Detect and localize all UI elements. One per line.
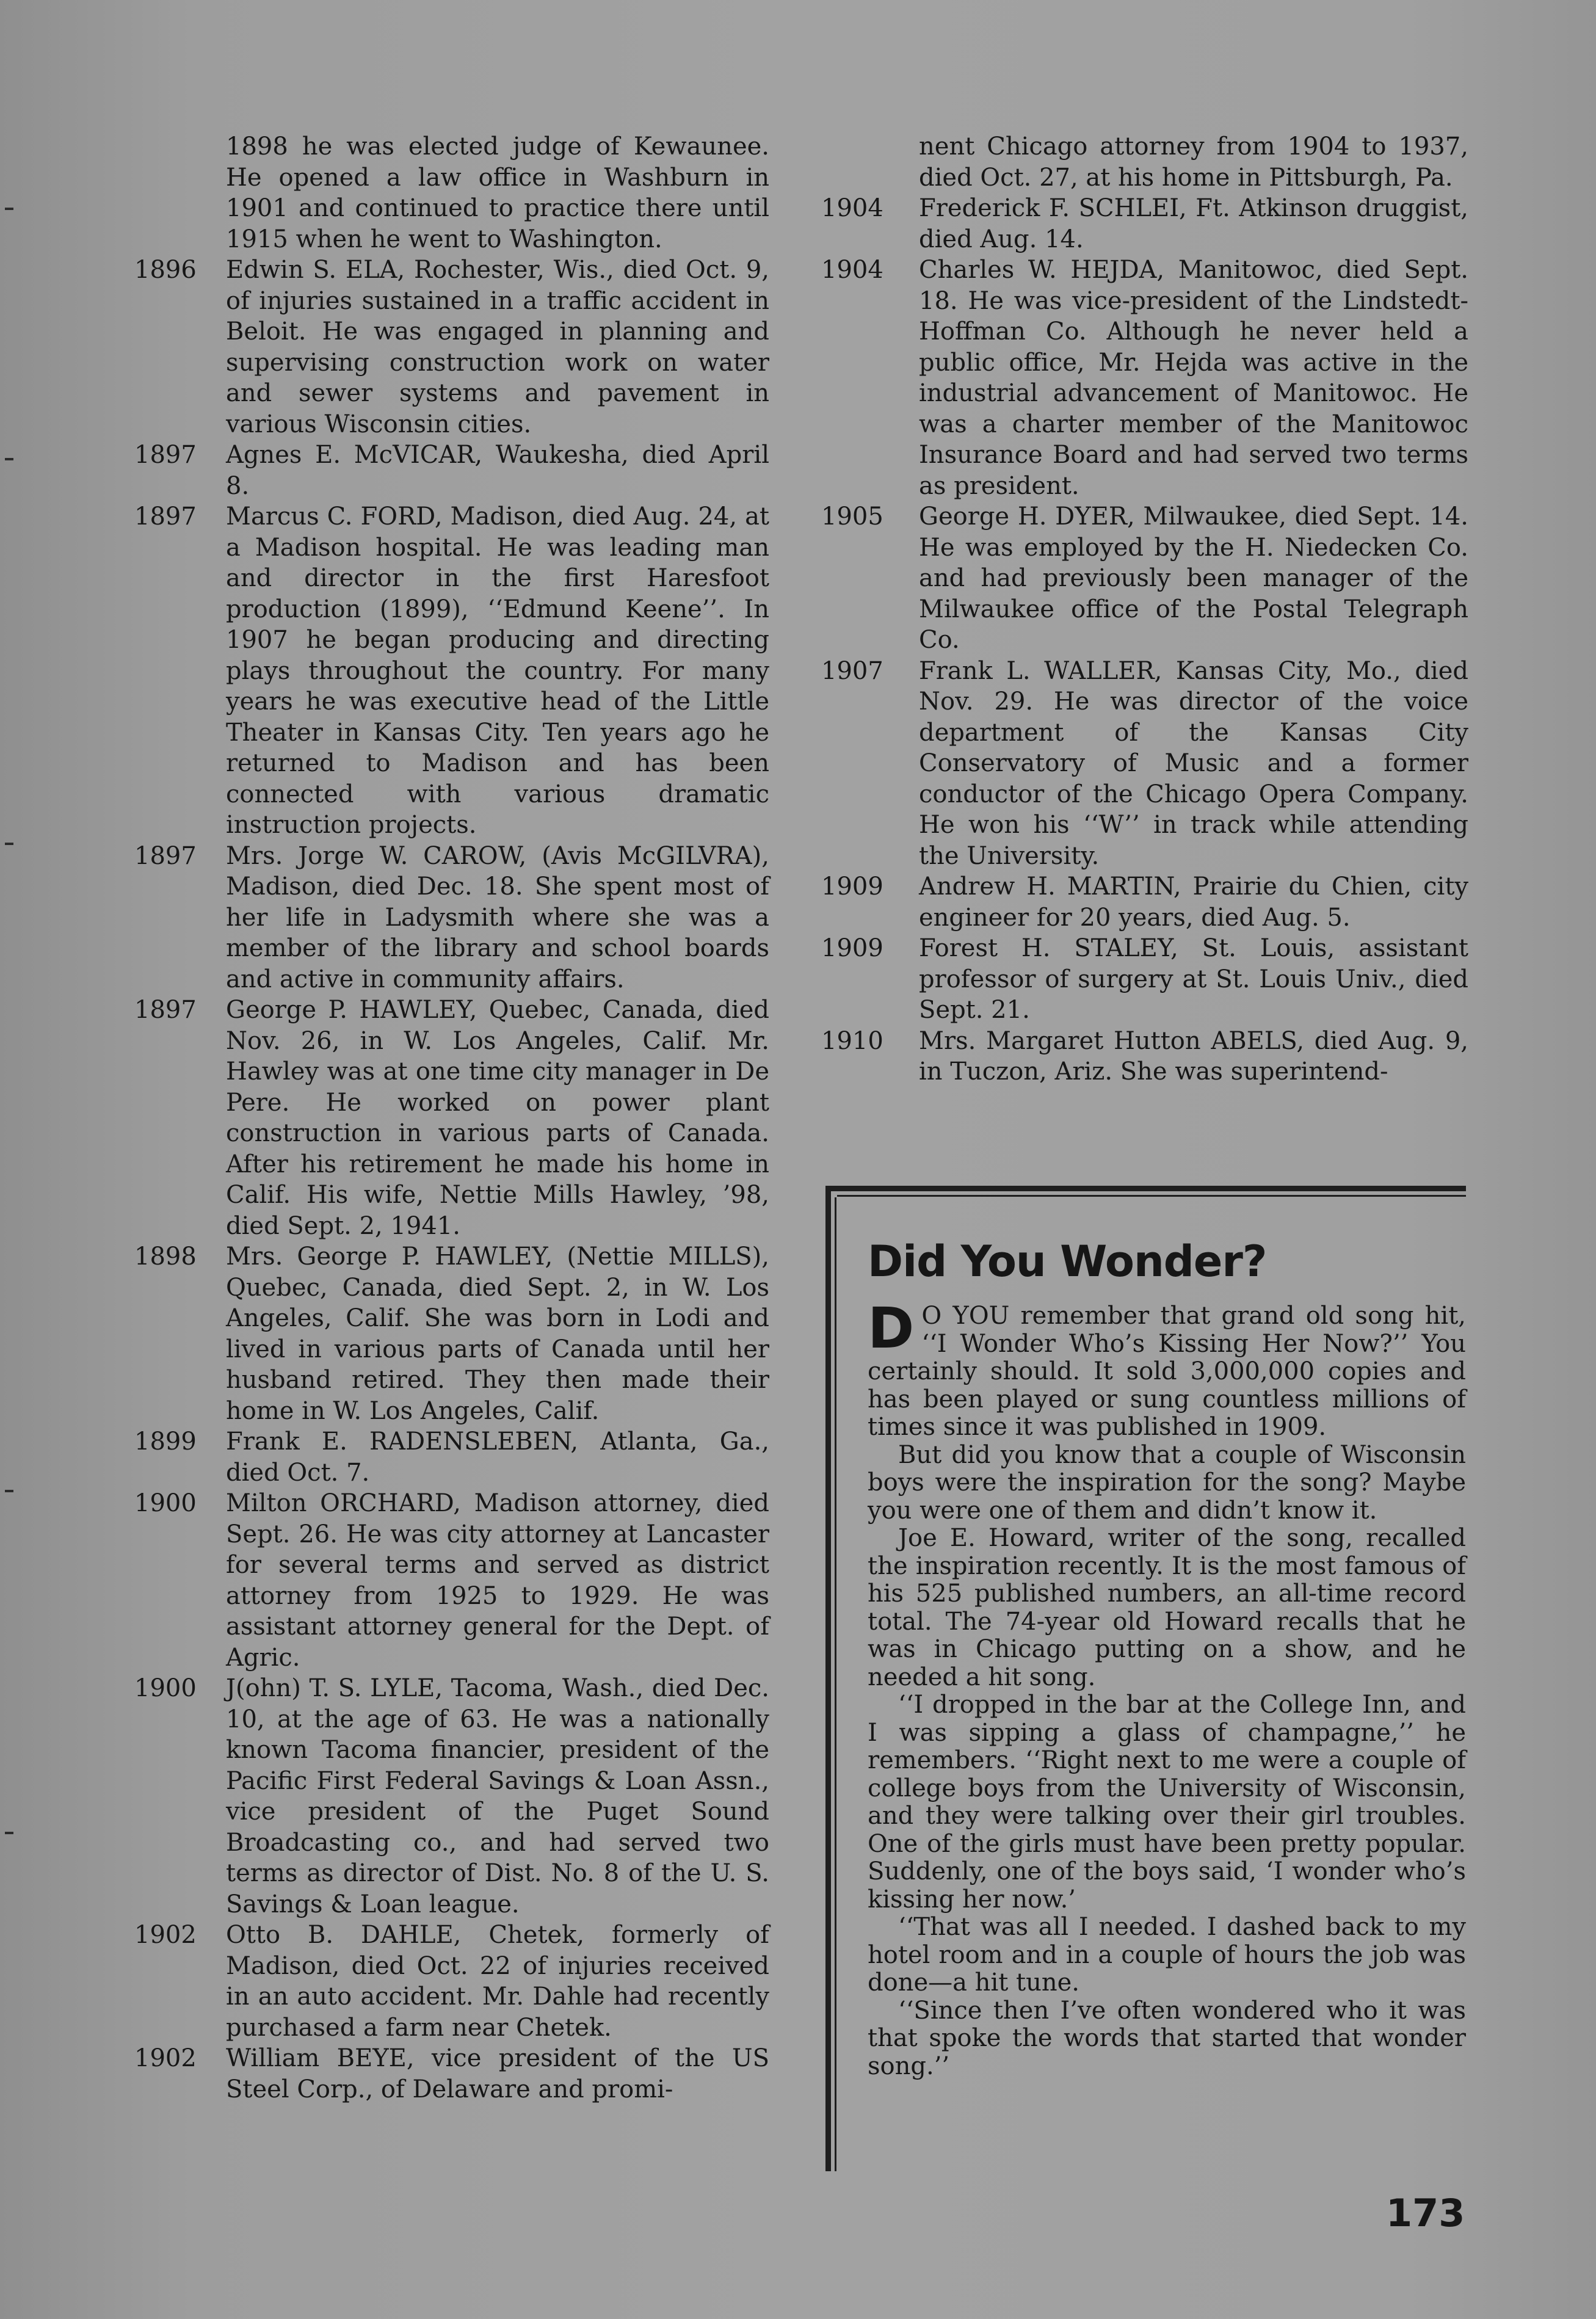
continuation-text: 1898 he was elected judge of Kewaunee. He opened a law office in Washburn in 1901 and continued to practice there until 1915 when he went to Washington.	[226, 132, 769, 253]
entry-text: Frank L. WALLER, Kansas City, Mo., died Nov. 29. He was director of the voice department of the Kansas City Conservatory of Music and a former conductor of the Chicago Opera Company. He won his ‘‘W’’ in track while attending the University.	[919, 656, 1468, 870]
obituary-entry	[134, 2043, 769, 2105]
sidebar-paragraph-text: O YOU remember that grand old song hit, ‘‘I Wonder Who’s Kissing Her Now?’’ You certainly should. It sold 3,000,000 copies and has been played or sung countless millions of times since it was published in 1909.	[868, 1302, 1466, 1441]
sidebar-paragraph: But did you know that a couple of Wisconsin boys were the inspiration for the song? Maybe you were one of them and didn’t know it.	[868, 1440, 1466, 1525]
obituary-entry	[134, 501, 769, 841]
entry-text: Forest H. STALEY, St. Louis, assistant professor of surgery at St. Louis Univ., died Sept. 21.	[919, 934, 1468, 1024]
page-number: 173	[1386, 2191, 1465, 2235]
entry-year: 1909	[821, 873, 883, 901]
entry-year: 1898	[134, 1243, 197, 1271]
entry-year: 1896	[134, 256, 197, 284]
entry-text: Mrs. Jorge W. CAROW, (Avis McGILVRA), Madison, died Dec. 18. She spent most of her life in Ladysmith where she was a member of the library and school boards and active in community affairs.	[226, 841, 769, 993]
right-column	[821, 131, 1468, 1087]
entry-text: Otto B. DAHLE, Chetek, formerly of Madison, died Oct. 22 of injuries received in an auto accident. Mr. Dahle had recently purchased a farm near Chetek.	[226, 1921, 769, 2042]
obituary-entry	[134, 440, 769, 501]
left-column	[134, 131, 769, 2105]
entry-year: 1905	[821, 503, 883, 531]
entry-year: 1897	[134, 441, 197, 469]
entry-text: Agnes E. McVICAR, Waukesha, died April 8.	[226, 441, 769, 500]
entry-year: 1900	[134, 1489, 197, 1517]
entry-year: 1904	[821, 194, 883, 222]
entry-text: Frederick F. SCHLEI, Ft. Atkinson druggist, died Aug. 14.	[919, 194, 1468, 253]
obituary-entry	[821, 255, 1468, 501]
sidebar-paragraph: ‘‘That was all I needed. I dashed back to my hotel room and in a couple of hours the job was done—a hit tune.	[868, 1913, 1466, 1997]
entry-year: 1900	[134, 1674, 197, 1702]
entry-year: 1902	[134, 2044, 197, 2072]
obituary-entry	[821, 501, 1468, 656]
obituary-entry	[821, 1026, 1468, 1087]
entry-text: Mrs. Margaret Hutton ABELS, died Aug. 9, in Tuczon, Ariz. She was superintend-	[919, 1026, 1468, 1086]
drop-cap: D	[868, 1296, 915, 1361]
entry-year: 1902	[134, 1921, 197, 1949]
entry-text: Marcus C. FORD, Madison, died Aug. 24, at a Madison hospital. He was leading man and director in the first Haresfoot production (1899), ‘‘Edmund Keene’’. In 1907 he began producing and directing plays throughout the country. For many years he was executive head of the Little Theater in Kansas City. Ten years ago he returned to Madison and has been connected with various dramatic instruction projects.	[226, 503, 769, 839]
margin-mark	[5, 843, 13, 845]
obituary-entry	[134, 255, 769, 440]
obituary-entry	[134, 995, 769, 1241]
margin-mark	[5, 208, 13, 210]
entry-text: Andrew H. MARTIN, Prairie du Chien, city engineer for 20 years, died Aug. 5.	[919, 873, 1468, 932]
obituary-entry	[821, 933, 1468, 1026]
entry-text: Edwin S. ELA, Rochester, Wis., died Oct. 9, of injuries sustained in a traffic accident in Beloit. He was engaged in planning and supervising construction work on water and sewer systems and pavement in various Wisconsin cities.	[226, 256, 769, 438]
obituary-entry	[134, 1488, 769, 1673]
obituary-entry	[134, 1426, 769, 1488]
sidebar-box	[825, 1186, 1466, 2171]
entry-text: J(ohn) T. S. LYLE, Tacoma, Wash., died Dec. 10, at the age of 63. He was a nationally known Tacoma financier, president of the Pacific First Federal Savings & Loan Assn., vice president of the Puget Sound Broadcasting co., and had served two terms as director of Dist. No. 8 of the U. S. Savings & Loan league.	[226, 1674, 769, 1918]
margin-mark	[5, 1490, 13, 1492]
entry-year: 1899	[134, 1428, 197, 1456]
sidebar-paragraph: ‘‘Since then I’ve often wondered who it was that spoke the words that started that wonder song.’’	[868, 1996, 1466, 2080]
obituary-entry	[821, 871, 1468, 933]
entry-year: 1909	[821, 934, 883, 962]
continuation-text: nent Chicago attorney from 1904 to 1937, died Oct. 27, at his home in Pittsburgh, Pa.	[919, 132, 1468, 192]
entry-text: Frank E. RADENSLEBEN, Atlanta, Ga., died Oct. 7.	[226, 1428, 769, 1487]
margin-mark	[5, 1832, 13, 1834]
entry-year: 1910	[821, 1026, 883, 1055]
margin-mark	[5, 458, 13, 460]
obituary-entry	[134, 1673, 769, 1920]
entry-text: George H. DYER, Milwaukee, died Sept. 14. He was employed by the H. Niedecken Co. and had previously been manager of the Milwaukee office of the Postal Telegraph Co.	[919, 503, 1468, 654]
entry-text: William BEYE, vice president of the US Steel Corp., of Delaware and promi-	[226, 2044, 769, 2103]
sidebar-content	[868, 1234, 1466, 2080]
entry-text: Charles W. HEJDA, Manitowoc, died Sept. 18. He was vice-president of the Lindstedt-Hoffman Co. Although he never held a public office, Mr. Hejda was active in the industrial advancement of Manitowoc. He was a charter member of the Manitowoc Insurance Board and had served two terms as president.	[919, 256, 1468, 500]
entry-year: 1897	[134, 503, 197, 531]
sidebar-paragraph: ‘‘I dropped in the bar at the College Inn, and I was sipping a glass of champagne,’’ he remembers. ‘‘Right next to me were a couple of college boys from the University of Wisconsin, and they were talking over their girl troubles. One of the girls must have been pretty popular. Suddenly, one of the boys said, ‘I wonder who’s kissing her now.’	[868, 1691, 1466, 1914]
sidebar-paragraph	[868, 1296, 1466, 1442]
entry-year: 1907	[821, 656, 883, 685]
entry-year: 1897	[134, 841, 197, 870]
obituary-entry	[821, 656, 1468, 872]
sidebar-paragraph: Joe E. Howard, writer of the song, recalled the inspiration recently. It is the most famous of his 525 published numbers, an all-time record total. The 74-year old Howard recalls that he was in Chicago putting on a show, and he needed a hit song.	[868, 1524, 1466, 1691]
entry-year: 1897	[134, 996, 197, 1024]
obituary-entry	[134, 1241, 769, 1426]
entry-text: Mrs. George P. HAWLEY, (Nettie MILLS), Quebec, Canada, died Sept. 2, in W. Los Angeles, Calif. She was born in Lodi and lived in various parts of Canada until her husband retired. They then made their home in W. Los Angeles, Calif.	[226, 1243, 769, 1425]
sidebar-title: Did You Wonder?	[868, 1236, 1267, 1287]
obituary-entry	[134, 841, 769, 995]
entry-year: 1904	[821, 256, 883, 284]
entry-text: Milton ORCHARD, Madison attorney, died Sept. 26. He was city attorney at Lancaster for several terms and served as district attorney from 1925 to 1929. He was assistant attorney general for the Dept. of Agric.	[226, 1489, 769, 1672]
entry-text: George P. HAWLEY, Quebec, Canada, died Nov. 26, in W. Los Angeles, Calif. Mr. Hawley was at one time city manager in De Pere. He worked on power plant construction in various parts of Canada. After his retirement he made his home in Calif. His wife, Nettie Mills Hawley, ’98, died Sept. 2, 1941.	[226, 996, 769, 1240]
obituary-entry	[821, 193, 1468, 255]
obituary-entry	[134, 1920, 769, 2043]
